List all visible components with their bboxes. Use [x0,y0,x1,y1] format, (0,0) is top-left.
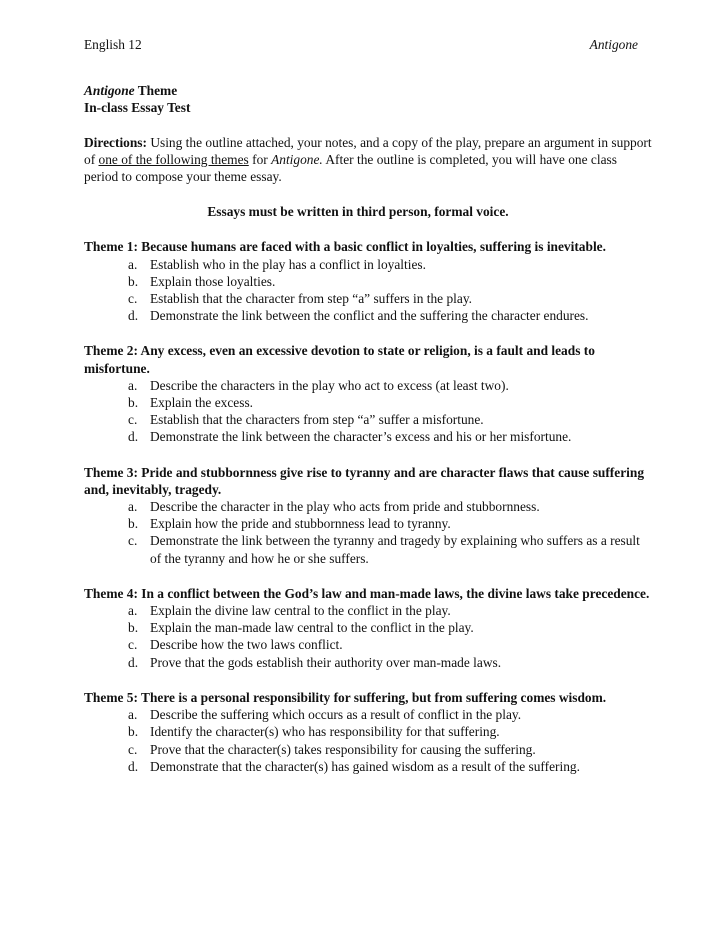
step-text: Establish who in the play has a conflict in loyalties. [150,256,426,272]
step-text: Explain how the pride and stubbornness lead to tyranny. [150,516,451,532]
step-text: Establish that the characters from step “a” suffer a misfortune. [150,412,484,428]
theme-step [84,758,654,775]
title-block [84,82,654,116]
step-text: Prove that the character(s) takes responsibility for causing the suffering. [150,741,536,757]
theme-steps [84,602,654,671]
step-text: Describe the suffering which occurs as a result of conflict in the play. [150,707,522,723]
step-letter: a. [128,603,138,619]
step-letter: d. [128,429,139,445]
directions-text-2: for [248,151,272,167]
voice-notice: Essays must be written in third person, formal voice. [207,204,509,220]
step-text: Identify the character(s) who has responsibility for that suffering. [150,724,500,740]
theme-step [84,428,654,445]
step-letter: b. [128,273,139,289]
step-text: Describe the characters in the play who act to excess (at least two). [150,377,509,393]
theme-section [84,464,654,567]
step-text: Explain the man-made law central to the conflict in the play. [150,620,474,636]
step-text: Explain the excess. [150,395,253,411]
theme-section [84,342,654,445]
directions-play-name: Antigone. [271,151,323,167]
course-name: English 12 [84,37,142,52]
theme-steps [84,706,654,775]
title-rest: Theme [134,83,178,99]
theme-heading: Theme 3: Pride and stubbornness give rise to tyranny and are character flaws that cause suffering and, inevitably, tragedy. [84,464,645,497]
step-letter: a. [128,256,138,272]
step-text: Explain the divine law central to the conflict in the play. [150,603,451,619]
step-text: Demonstrate the link between the tyranny and tragedy by explaining who suffers as a result of the tyranny and how he or she suffers. [150,533,640,566]
directions-text-3: After the outline is completed, you will have one class period to compose your theme essay. [84,151,617,185]
title-play-name: Antigone [84,83,135,99]
step-letter: d. [128,758,139,774]
theme-heading: Theme 5: There is a personal responsibility for suffering, but from suffering comes wisdom. [84,689,607,705]
document-subject: Antigone [589,37,638,52]
theme-steps [84,377,654,446]
theme-section [84,585,654,671]
theme-step [84,723,654,740]
document-title [84,82,654,99]
theme-section [84,689,654,775]
document-subtitle: In-class Essay Test [84,100,191,116]
step-text: Establish that the character from step “a” suffers in the play. [150,291,472,307]
step-text: Explain those loyalties. [150,273,276,289]
theme-step [84,256,654,273]
theme-steps [84,256,654,325]
step-letter: b. [128,620,139,636]
step-text: Demonstrate that the character(s) has gained wisdom as a result of the suffering. [150,758,580,774]
theme-step [84,619,654,636]
theme-heading: Theme 1: Because humans are faced with a basic conflict in loyalties, suffering is inevitable. [84,239,606,255]
theme-step [84,394,654,411]
step-letter: a. [128,707,138,723]
theme-step [84,741,654,758]
directions-label: Directions: [84,134,147,150]
step-letter: c. [128,291,138,307]
theme-step [84,654,654,671]
step-letter: a. [128,499,138,515]
running-header [84,36,654,53]
step-text: Demonstrate the link between the character’s excess and his or her misfortune. [150,429,572,445]
theme-step [84,636,654,653]
theme-heading: Theme 4: In a conflict between the God’s law and man-made laws, the divine laws take precedence. [84,585,650,601]
theme-step [84,273,654,290]
step-text: Describe the character in the play who acts from pride and stubbornness. [150,499,540,515]
theme-step [84,498,654,515]
theme-step [84,532,654,566]
step-text: Demonstrate the link between the conflict and the suffering the character endures. [150,308,589,324]
step-letter: b. [128,516,139,532]
theme-step [84,377,654,394]
step-letter: c. [128,533,138,549]
step-letter: d. [128,654,139,670]
step-letter: d. [128,308,139,324]
theme-section [84,238,654,324]
theme-step [84,706,654,723]
theme-step [84,307,654,324]
theme-step [84,602,654,619]
directions-text-1: Using the outline attached, your notes, and a copy of the play, prepare an argument in support of [84,134,652,167]
step-letter: c. [128,412,138,428]
step-letter: c. [128,637,138,653]
step-text: Prove that the gods establish their authority over man-made laws. [150,654,502,670]
theme-step [84,515,654,532]
theme-step [84,411,654,428]
step-letter: a. [128,377,138,393]
step-letter: c. [128,741,138,757]
theme-step [84,290,654,307]
themes-list [84,238,654,774]
step-letter: b. [128,395,139,411]
theme-steps [84,498,654,567]
directions-paragraph [84,134,654,186]
step-letter: b. [128,724,139,740]
directions-underlined: one of the following themes [98,151,249,167]
theme-heading: Theme 2: Any excess, even an excessive devotion to state or religion, is a fault and leads to misfortune. [84,343,595,376]
step-text: Describe how the two laws conflict. [150,637,343,653]
